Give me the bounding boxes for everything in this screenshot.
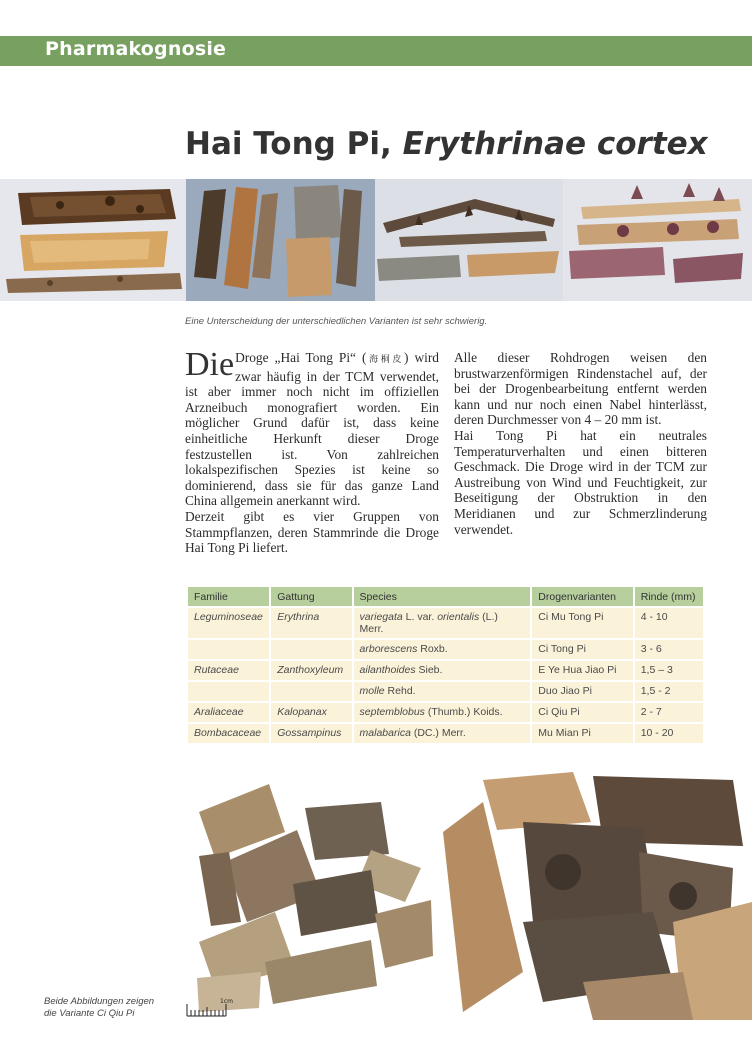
title-latin: Erythrinae cortex bbox=[402, 126, 708, 162]
species-authority: Roxb. bbox=[417, 643, 448, 655]
species-rank: L. var. bbox=[402, 611, 438, 623]
specimen-photo-3 bbox=[375, 179, 563, 301]
cell-familie: Rutaceae bbox=[188, 661, 269, 680]
body-column-right bbox=[454, 350, 707, 537]
bottom-photo-caption bbox=[44, 996, 154, 1020]
body-column-left bbox=[185, 346, 439, 556]
cell-variante: E Ye Hua Jiao Pi bbox=[532, 661, 632, 680]
cell-species bbox=[354, 640, 531, 659]
cell-species bbox=[354, 608, 531, 638]
chinese-characters: 海桐皮 bbox=[366, 355, 404, 365]
caption-line-1: Beide Abbildungen zeigen bbox=[44, 996, 155, 1007]
plant-species-table bbox=[186, 585, 705, 745]
species-authority: Rehd. bbox=[384, 685, 416, 697]
species-authority: (L.) Merr. bbox=[359, 611, 498, 635]
paragraph-1-start: Droge „Hai Tong Pi“ ( bbox=[235, 350, 367, 365]
cell-gattung bbox=[271, 682, 351, 701]
section-label: Pharmakognosie bbox=[45, 38, 227, 60]
cell-rinde: 1,5 - 2 bbox=[635, 682, 703, 701]
title-main: Hai Tong Pi, bbox=[185, 126, 403, 162]
cell-species bbox=[354, 661, 531, 680]
cell-rinde: 10 - 20 bbox=[635, 724, 703, 743]
cell-gattung: Zanthoxyleum bbox=[271, 661, 351, 680]
paragraph-4: Hai Tong Pi hat ein neutrales Temperaturverhalten und einen bitteren Geschmack. Die Droge wird in der TCM zur Austreibung von Wind und Feuchtigkeit, zur Beseitigung der Obstruktion in den Meridianen und zur Schmerzlinderung verwendet. bbox=[454, 427, 707, 537]
cell-species bbox=[354, 724, 531, 743]
species-variety: orientalis bbox=[437, 611, 480, 623]
species-epithet: malabarica bbox=[359, 727, 411, 739]
species-authority: Sieb. bbox=[415, 664, 443, 676]
cell-gattung: Erythrina bbox=[271, 608, 351, 638]
cell-familie bbox=[188, 682, 269, 701]
specimen-photo-4 bbox=[563, 179, 752, 301]
table-row bbox=[188, 661, 703, 680]
section-header-bar bbox=[0, 36, 752, 66]
cell-variante: Ci Tong Pi bbox=[532, 640, 632, 659]
specimen-photo-2 bbox=[186, 179, 375, 301]
cell-variante: Mu Mian Pi bbox=[532, 724, 632, 743]
cell-rinde: 2 - 7 bbox=[635, 703, 703, 722]
species-epithet: arborescens bbox=[359, 643, 418, 655]
cell-variante: Ci Qiu Pi bbox=[532, 703, 632, 722]
drop-cap: Die bbox=[185, 346, 235, 383]
species-authority: (Thumb.) Koids. bbox=[424, 706, 503, 718]
cell-gattung: Gossampinus bbox=[271, 724, 351, 743]
paragraph-3: Alle dieser Rohdrogen weisen den brustwarzenförmigen Rindenstachel auf, der bei der Drogenbearbeitung entfernt werden kann und nur noch einen Nabel hinterlässt, deren Durchmesser von 4 – 20 mm ist. bbox=[454, 350, 707, 428]
photo-strip-caption: Eine Unterscheidung der unterschiedlichen Varianten ist sehr schwierig. bbox=[185, 316, 488, 327]
cell-rinde: 4 - 10 bbox=[635, 608, 703, 638]
cell-gattung: Kalopanax bbox=[271, 703, 351, 722]
cell-rinde: 3 - 6 bbox=[635, 640, 703, 659]
cell-familie bbox=[188, 640, 269, 659]
cell-species bbox=[354, 682, 531, 701]
header-rinde: Rinde (mm) bbox=[635, 587, 703, 606]
bark-pieces-photo-right bbox=[443, 772, 752, 1020]
cell-gattung bbox=[271, 640, 351, 659]
species-epithet: molle bbox=[359, 685, 385, 697]
table-row bbox=[188, 608, 703, 638]
table-row bbox=[188, 703, 703, 722]
table-row bbox=[188, 640, 703, 659]
table-row bbox=[188, 724, 703, 743]
specimen-photo-1 bbox=[0, 179, 186, 301]
header-drogenvarianten: Drogenvarianten bbox=[532, 587, 632, 606]
paragraph-1 bbox=[185, 346, 439, 509]
bark-pieces-photo-left bbox=[185, 772, 441, 1020]
cell-variante: Ci Mu Tong Pi bbox=[532, 608, 632, 638]
cell-familie: Leguminoseae bbox=[188, 608, 269, 638]
paragraph-1-rest: ) wird zwar häufig in der TCM verwendet, ist aber immer noch nicht im offiziellen Arzneibuch monografiert worden. Ein möglicher Grund dafür ist, dass keine einheitliche Herkunft dieser Droge festzustellen ist. Von zahlreichen lokalspezifischen Spezies ist keine so dominierend, dass sie für das ganze Land China allgemein anerkannt wird. bbox=[185, 350, 439, 509]
species-epithet: ailanthoides bbox=[359, 664, 416, 676]
scale-label: 1cm bbox=[220, 998, 233, 1005]
species-epithet: variegata bbox=[359, 611, 403, 623]
species-authority: (DC.) Merr. bbox=[410, 727, 466, 739]
cell-familie: Bombacaceae bbox=[188, 724, 269, 743]
table-header-row bbox=[188, 587, 703, 606]
article-title bbox=[185, 126, 708, 162]
header-gattung: Gattung bbox=[271, 587, 351, 606]
cell-variante: Duo Jiao Pi bbox=[532, 682, 632, 701]
cell-species bbox=[354, 703, 531, 722]
scale-bar bbox=[186, 996, 233, 1018]
paragraph-2: Derzeit gibt es vier Gruppen von Stammpflanzen, deren Stammrinde die Droge Hai Tong Pi liefert. bbox=[185, 508, 439, 556]
species-epithet: septemblobus bbox=[359, 706, 425, 718]
cell-rinde: 1,5 – 3 bbox=[635, 661, 703, 680]
caption-line-2: die Variante Ci Qiu Pi bbox=[44, 1008, 135, 1019]
header-species: Species bbox=[354, 587, 531, 606]
header-familie: Familie bbox=[188, 587, 269, 606]
table-row bbox=[188, 682, 703, 701]
cell-familie: Araliaceae bbox=[188, 703, 269, 722]
specimen-photo-strip bbox=[0, 179, 752, 301]
